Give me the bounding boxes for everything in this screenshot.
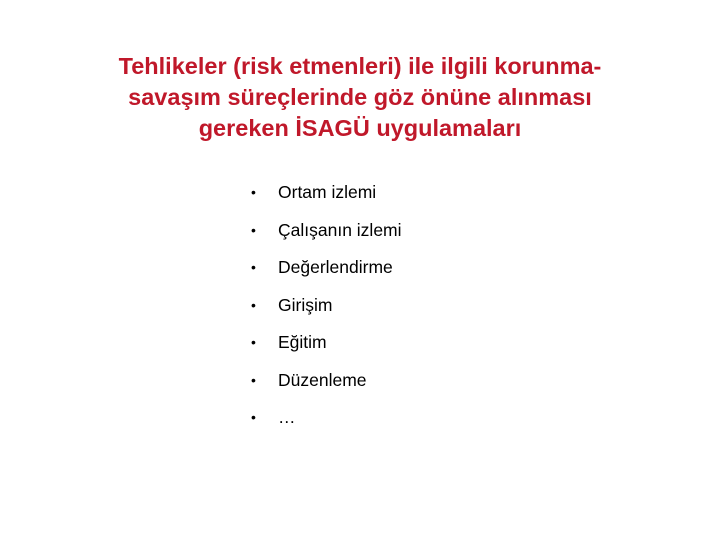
- bullet-item-calisanin-izlemi: [248, 216, 402, 254]
- bullet-icon: •: [251, 184, 256, 200]
- bullet-icon: •: [251, 221, 256, 238]
- bullet-text: Girişim: [278, 294, 333, 315]
- bullet-text: Eğitim: [278, 332, 327, 352]
- bullet-icon: •: [251, 296, 256, 313]
- bullet-list: [248, 178, 402, 441]
- title-line-1: Tehlikeler (risk etmenleri) ile ilgili korunma-: [118, 53, 602, 79]
- bullet-text: …: [278, 407, 296, 427]
- bullet-icon: •: [251, 371, 256, 388]
- bullet-item-ortam-izlemi: [248, 178, 402, 216]
- bullet-item-egitim: [248, 328, 402, 366]
- bullet-item-duzenleme: [248, 366, 402, 404]
- bullet-text: Ortam izlemi: [278, 182, 377, 202]
- bullet-text: Çalışanın izlemi: [278, 219, 402, 240]
- bullet-item-degerlendirme: [248, 253, 402, 291]
- title-line-2: savaşım süreçlerinde göz önüne alınması: [128, 84, 592, 110]
- bullet-item-girisim: [248, 291, 402, 329]
- bullet-text: Düzenleme: [278, 369, 367, 390]
- bullet-icon: •: [251, 259, 256, 275]
- bullet-icon: •: [251, 409, 256, 425]
- slide-title: [40, 51, 680, 144]
- bullet-icon: •: [251, 334, 256, 350]
- bullet-item-ellipsis: [248, 403, 402, 441]
- bullet-text: Değerlendirme: [278, 257, 393, 277]
- title-line-3: gereken İSAGÜ uygulamaları: [198, 115, 522, 141]
